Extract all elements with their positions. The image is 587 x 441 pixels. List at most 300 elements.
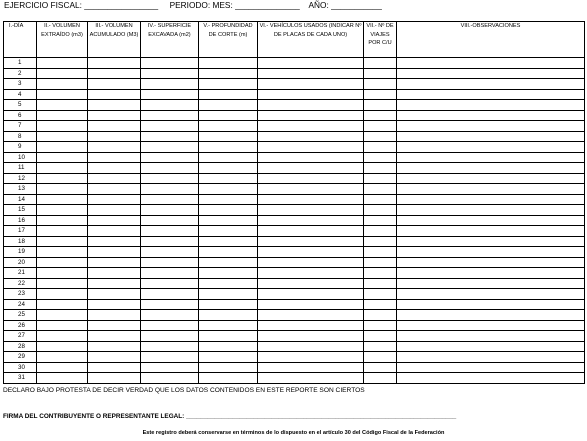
entry-cell[interactable] xyxy=(141,352,199,363)
entry-cell[interactable] xyxy=(397,79,585,90)
entry-cell[interactable] xyxy=(88,268,141,279)
entry-cell[interactable] xyxy=(364,79,397,90)
entry-cell[interactable] xyxy=(397,58,585,69)
entry-cell[interactable] xyxy=(397,110,585,121)
entry-cell[interactable] xyxy=(37,163,88,174)
entry-cell[interactable] xyxy=(364,362,397,373)
entry-cell[interactable] xyxy=(258,194,364,205)
entry-cell[interactable] xyxy=(37,352,88,363)
entry-cell[interactable] xyxy=(397,247,585,258)
day-number-cell: 27 xyxy=(4,331,37,342)
entry-cell[interactable] xyxy=(397,352,585,363)
day-number-cell: 20 xyxy=(4,257,37,268)
entry-cell[interactable] xyxy=(88,110,141,121)
entry-cell[interactable] xyxy=(141,68,199,79)
entry-cell[interactable] xyxy=(397,89,585,100)
entry-cell[interactable] xyxy=(141,142,199,153)
day-number-cell: 11 xyxy=(4,163,37,174)
entry-cell[interactable] xyxy=(258,121,364,132)
entry-cell[interactable] xyxy=(199,236,258,247)
entry-cell[interactable] xyxy=(258,89,364,100)
entry-cell[interactable] xyxy=(88,257,141,268)
entry-cell[interactable] xyxy=(37,152,88,163)
entry-cell[interactable] xyxy=(364,226,397,237)
day-number-cell: 1 xyxy=(4,58,37,69)
entry-cell[interactable] xyxy=(258,152,364,163)
entry-cell[interactable] xyxy=(88,142,141,153)
entry-cell[interactable] xyxy=(88,152,141,163)
entry-cell[interactable] xyxy=(141,194,199,205)
entry-cell[interactable] xyxy=(141,173,199,184)
entry-cell[interactable] xyxy=(258,268,364,279)
entry-cell[interactable] xyxy=(199,131,258,142)
entry-cell[interactable] xyxy=(397,278,585,289)
entry-cell[interactable] xyxy=(397,121,585,132)
table-row xyxy=(4,58,585,69)
entry-cell[interactable] xyxy=(37,184,88,195)
table-row xyxy=(4,152,585,163)
table-header-row xyxy=(4,22,585,58)
table-row xyxy=(4,110,585,121)
day-number-cell: 6 xyxy=(4,110,37,121)
entry-cell[interactable] xyxy=(141,131,199,142)
entry-cell[interactable] xyxy=(88,205,141,216)
ejercicio-fiscal-label: EJERCICIO FISCAL: xyxy=(4,0,82,10)
entry-cell[interactable] xyxy=(37,341,88,352)
entry-cell[interactable] xyxy=(141,310,199,321)
entry-cell[interactable] xyxy=(397,310,585,321)
entry-cell[interactable] xyxy=(88,278,141,289)
entry-cell[interactable] xyxy=(258,110,364,121)
entry-cell[interactable] xyxy=(37,236,88,247)
entry-cell[interactable] xyxy=(141,100,199,111)
entry-cell[interactable] xyxy=(364,236,397,247)
entry-cell[interactable] xyxy=(37,278,88,289)
entry-cell[interactable] xyxy=(37,362,88,373)
day-number-cell: 12 xyxy=(4,173,37,184)
entry-cell[interactable] xyxy=(88,58,141,69)
table-row xyxy=(4,215,585,226)
entry-cell[interactable] xyxy=(88,89,141,100)
entry-cell[interactable] xyxy=(199,110,258,121)
entry-cell[interactable] xyxy=(364,100,397,111)
day-number-cell: 9 xyxy=(4,142,37,153)
signature-label: FIRMA DEL CONTRIBUYENTE O REPRESENTANTE LEGAL: xyxy=(3,413,185,420)
entry-cell[interactable] xyxy=(141,152,199,163)
entry-cell[interactable] xyxy=(141,110,199,121)
column-header-volumen-acumulado: III.- VOLUMEN ACUMULADO (M3) xyxy=(88,22,141,58)
entry-cell[interactable] xyxy=(364,131,397,142)
entry-cell[interactable] xyxy=(364,331,397,342)
table-row xyxy=(4,341,585,352)
entry-cell[interactable] xyxy=(258,289,364,300)
entry-cell[interactable] xyxy=(199,184,258,195)
entry-cell[interactable] xyxy=(258,257,364,268)
table-row xyxy=(4,278,585,289)
entry-cell[interactable] xyxy=(258,299,364,310)
entry-cell[interactable] xyxy=(88,299,141,310)
entry-cell[interactable] xyxy=(199,152,258,163)
entry-cell[interactable] xyxy=(88,289,141,300)
entry-cell[interactable] xyxy=(364,341,397,352)
table-body xyxy=(4,58,585,384)
entry-cell[interactable] xyxy=(258,173,364,184)
entry-cell[interactable] xyxy=(199,226,258,237)
day-number-cell: 7 xyxy=(4,121,37,132)
entry-cell[interactable] xyxy=(199,257,258,268)
entry-cell[interactable] xyxy=(37,373,88,384)
entry-cell[interactable] xyxy=(364,58,397,69)
entry-cell[interactable] xyxy=(37,89,88,100)
column-header-dia: I.-DÍA xyxy=(4,22,37,58)
entry-cell[interactable] xyxy=(258,205,364,216)
entry-cell[interactable] xyxy=(37,142,88,153)
entry-cell[interactable] xyxy=(258,236,364,247)
entry-cell[interactable] xyxy=(364,289,397,300)
day-number-cell: 21 xyxy=(4,268,37,279)
entry-cell[interactable] xyxy=(199,341,258,352)
entry-cell[interactable] xyxy=(88,194,141,205)
table-row xyxy=(4,163,585,174)
table-row xyxy=(4,289,585,300)
entry-cell[interactable] xyxy=(397,236,585,247)
entry-cell[interactable] xyxy=(141,341,199,352)
day-number-cell: 25 xyxy=(4,310,37,321)
entry-cell[interactable] xyxy=(88,362,141,373)
table-row xyxy=(4,100,585,111)
entry-cell[interactable] xyxy=(258,373,364,384)
entry-cell[interactable] xyxy=(199,331,258,342)
signature-blank[interactable]: ____________________________________________________________________________ xyxy=(186,413,457,420)
entry-cell[interactable] xyxy=(37,121,88,132)
entry-cell[interactable] xyxy=(88,373,141,384)
entry-cell[interactable] xyxy=(37,110,88,121)
entry-cell[interactable] xyxy=(364,215,397,226)
fiscal-period-header xyxy=(4,0,382,10)
day-number-cell: 18 xyxy=(4,236,37,247)
entry-cell[interactable] xyxy=(141,278,199,289)
entry-cell[interactable] xyxy=(199,373,258,384)
entry-cell[interactable] xyxy=(88,331,141,342)
entry-cell[interactable] xyxy=(37,226,88,237)
table-row xyxy=(4,68,585,79)
day-number-cell: 16 xyxy=(4,215,37,226)
entry-cell[interactable] xyxy=(141,79,199,90)
entry-cell[interactable] xyxy=(37,58,88,69)
entry-cell[interactable] xyxy=(258,341,364,352)
day-number-cell: 24 xyxy=(4,299,37,310)
entry-cell[interactable] xyxy=(88,121,141,132)
entry-cell[interactable] xyxy=(258,58,364,69)
table-row xyxy=(4,320,585,331)
entry-cell[interactable] xyxy=(37,215,88,226)
entry-cell[interactable] xyxy=(397,163,585,174)
entry-cell[interactable] xyxy=(258,131,364,142)
entry-cell[interactable] xyxy=(397,215,585,226)
table-row xyxy=(4,173,585,184)
table-row xyxy=(4,373,585,384)
table-row xyxy=(4,352,585,363)
day-number-cell: 8 xyxy=(4,131,37,142)
table-row xyxy=(4,226,585,237)
entry-cell[interactable] xyxy=(364,152,397,163)
table-row xyxy=(4,205,585,216)
entry-cell[interactable] xyxy=(37,173,88,184)
entry-cell[interactable] xyxy=(397,100,585,111)
entry-cell[interactable] xyxy=(199,299,258,310)
entry-cell[interactable] xyxy=(364,320,397,331)
entry-cell[interactable] xyxy=(397,184,585,195)
entry-cell[interactable] xyxy=(397,194,585,205)
entry-cell[interactable] xyxy=(258,68,364,79)
table-row xyxy=(4,310,585,321)
entry-cell[interactable] xyxy=(199,352,258,363)
entry-cell[interactable] xyxy=(88,173,141,184)
table-row xyxy=(4,236,585,247)
periodo-mes-blank[interactable]: ______________ xyxy=(235,0,300,10)
entry-cell[interactable] xyxy=(199,163,258,174)
entry-cell[interactable] xyxy=(364,89,397,100)
entry-cell[interactable] xyxy=(199,194,258,205)
day-number-cell: 28 xyxy=(4,341,37,352)
entry-cell[interactable] xyxy=(37,79,88,90)
anio-blank[interactable]: ___________ xyxy=(331,0,382,10)
entry-cell[interactable] xyxy=(199,215,258,226)
entry-cell[interactable] xyxy=(141,268,199,279)
entry-cell[interactable] xyxy=(364,184,397,195)
entry-cell[interactable] xyxy=(397,320,585,331)
entry-cell[interactable] xyxy=(364,173,397,184)
entry-cell[interactable] xyxy=(199,247,258,258)
entry-cell[interactable] xyxy=(199,310,258,321)
entry-cell[interactable] xyxy=(141,121,199,132)
entry-cell[interactable] xyxy=(141,58,199,69)
entry-cell[interactable] xyxy=(397,142,585,153)
entry-cell[interactable] xyxy=(397,257,585,268)
entry-cell[interactable] xyxy=(88,352,141,363)
entry-cell[interactable] xyxy=(37,257,88,268)
table-row xyxy=(4,79,585,90)
table-row xyxy=(4,184,585,195)
column-header-observaciones: VIII.-OBSERVACIONES xyxy=(397,22,585,58)
table-row xyxy=(4,142,585,153)
table-row xyxy=(4,121,585,132)
table-row xyxy=(4,131,585,142)
entry-cell[interactable] xyxy=(258,184,364,195)
table-row xyxy=(4,194,585,205)
entry-cell[interactable] xyxy=(88,131,141,142)
day-number-cell: 23 xyxy=(4,289,37,300)
day-number-cell: 15 xyxy=(4,205,37,216)
table-row xyxy=(4,89,585,100)
entry-cell[interactable] xyxy=(199,100,258,111)
entry-cell[interactable] xyxy=(199,320,258,331)
entry-cell[interactable] xyxy=(141,215,199,226)
entry-cell[interactable] xyxy=(88,247,141,258)
entry-cell[interactable] xyxy=(258,226,364,237)
entry-cell[interactable] xyxy=(397,205,585,216)
entry-cell[interactable] xyxy=(364,268,397,279)
entry-cell[interactable] xyxy=(141,289,199,300)
table-row xyxy=(4,362,585,373)
column-header-volumen-extraido: II.- VOLUMEN EXTRAÍDO (m3) xyxy=(37,22,88,58)
entry-cell[interactable] xyxy=(364,142,397,153)
entry-cell[interactable] xyxy=(37,205,88,216)
entry-cell[interactable] xyxy=(258,331,364,342)
entry-cell[interactable] xyxy=(88,236,141,247)
entry-cell[interactable] xyxy=(364,247,397,258)
table-row xyxy=(4,268,585,279)
entry-cell[interactable] xyxy=(364,68,397,79)
entry-cell[interactable] xyxy=(397,341,585,352)
entry-cell[interactable] xyxy=(37,299,88,310)
column-header-superficie-excavada: IV.- SUPERFICIE EXCAVADA (m2) xyxy=(141,22,199,58)
day-number-cell: 26 xyxy=(4,320,37,331)
entry-cell[interactable] xyxy=(141,184,199,195)
entry-cell[interactable] xyxy=(397,289,585,300)
table-row xyxy=(4,257,585,268)
entry-cell[interactable] xyxy=(37,320,88,331)
day-number-cell: 4 xyxy=(4,89,37,100)
entry-cell[interactable] xyxy=(141,247,199,258)
entry-cell[interactable] xyxy=(88,226,141,237)
entry-cell[interactable] xyxy=(258,362,364,373)
day-number-cell: 31 xyxy=(4,373,37,384)
entry-cell[interactable] xyxy=(258,320,364,331)
entry-cell[interactable] xyxy=(88,320,141,331)
entry-cell[interactable] xyxy=(141,373,199,384)
entry-cell[interactable] xyxy=(88,341,141,352)
column-header-vehiculos-usados: VI.- VEHÍCULOS USADOS (INDICAR Nº DE PLACAS DE CADA UNO) xyxy=(258,22,364,58)
entry-cell[interactable] xyxy=(258,352,364,363)
day-number-cell: 19 xyxy=(4,247,37,258)
entry-cell[interactable] xyxy=(364,299,397,310)
entry-cell[interactable] xyxy=(37,100,88,111)
entry-cell[interactable] xyxy=(199,68,258,79)
column-header-profundidad-corte: V.- PROFUNDIDAD DE CORTE (m) xyxy=(199,22,258,58)
entry-cell[interactable] xyxy=(258,247,364,258)
signature-line xyxy=(3,413,456,420)
entry-cell[interactable] xyxy=(88,79,141,90)
entry-cell[interactable] xyxy=(397,173,585,184)
day-number-cell: 14 xyxy=(4,194,37,205)
entry-cell[interactable] xyxy=(141,320,199,331)
entry-cell[interactable] xyxy=(141,236,199,247)
entry-cell[interactable] xyxy=(364,373,397,384)
entry-cell[interactable] xyxy=(37,331,88,342)
entry-cell[interactable] xyxy=(258,79,364,90)
entry-cell[interactable] xyxy=(88,163,141,174)
entry-cell[interactable] xyxy=(37,289,88,300)
entry-cell[interactable] xyxy=(141,89,199,100)
entry-cell[interactable] xyxy=(141,331,199,342)
entry-cell[interactable] xyxy=(364,121,397,132)
entry-cell[interactable] xyxy=(141,205,199,216)
table-row xyxy=(4,247,585,258)
entry-cell[interactable] xyxy=(258,100,364,111)
entry-cell[interactable] xyxy=(258,278,364,289)
day-number-cell: 10 xyxy=(4,152,37,163)
day-number-cell: 13 xyxy=(4,184,37,195)
entry-cell[interactable] xyxy=(141,163,199,174)
entry-cell[interactable] xyxy=(397,131,585,142)
entry-cell[interactable] xyxy=(364,257,397,268)
entry-cell[interactable] xyxy=(364,278,397,289)
periodo-mes-label: PERIODO: MES: xyxy=(169,0,233,10)
entry-cell[interactable] xyxy=(397,373,585,384)
entry-cell[interactable] xyxy=(88,100,141,111)
entry-cell[interactable] xyxy=(199,142,258,153)
entry-cell[interactable] xyxy=(364,194,397,205)
entry-cell[interactable] xyxy=(364,205,397,216)
entry-cell[interactable] xyxy=(199,278,258,289)
entry-cell[interactable] xyxy=(37,131,88,142)
day-number-cell: 3 xyxy=(4,79,37,90)
truthfulness-declaration: DECLARO BAJO PROTESTA DE DECIR VERDAD QUE LOS DATOS CONTENIDOS EN ESTE REPORTE SON CIERTOS xyxy=(3,387,365,394)
retention-footer-note: Este registro deberá conservarse en términos de lo dispuesto en el artículo 30 del Código Fiscal de la Federación xyxy=(142,430,445,436)
entry-cell[interactable] xyxy=(364,310,397,321)
day-number-cell: 29 xyxy=(4,352,37,363)
day-number-cell: 22 xyxy=(4,278,37,289)
entry-cell[interactable] xyxy=(141,362,199,373)
entry-cell[interactable] xyxy=(37,68,88,79)
entry-cell[interactable] xyxy=(37,310,88,321)
entry-cell[interactable] xyxy=(397,226,585,237)
entry-cell[interactable] xyxy=(88,310,141,321)
entry-cell[interactable] xyxy=(397,152,585,163)
entry-cell[interactable] xyxy=(37,247,88,258)
entry-cell[interactable] xyxy=(199,58,258,69)
entry-cell[interactable] xyxy=(199,173,258,184)
entry-cell[interactable] xyxy=(397,299,585,310)
entry-cell[interactable] xyxy=(199,289,258,300)
entry-cell[interactable] xyxy=(397,362,585,373)
entry-cell[interactable] xyxy=(258,310,364,321)
entry-cell[interactable] xyxy=(141,226,199,237)
day-number-cell: 17 xyxy=(4,226,37,237)
day-number-cell: 2 xyxy=(4,68,37,79)
entry-cell[interactable] xyxy=(364,352,397,363)
ejercicio-fiscal-blank[interactable]: ________________ xyxy=(84,0,159,10)
entry-cell[interactable] xyxy=(88,184,141,195)
entry-cell[interactable] xyxy=(397,268,585,279)
column-header-numero-viajes: VII.- Nº DE VIAJES POR C/U xyxy=(364,22,397,58)
entry-cell[interactable] xyxy=(397,68,585,79)
entry-cell[interactable] xyxy=(364,163,397,174)
entry-cell[interactable] xyxy=(199,205,258,216)
entry-cell[interactable] xyxy=(397,331,585,342)
entry-cell[interactable] xyxy=(258,142,364,153)
entry-cell[interactable] xyxy=(37,268,88,279)
entry-cell[interactable] xyxy=(258,215,364,226)
day-number-cell: 30 xyxy=(4,362,37,373)
entry-cell[interactable] xyxy=(37,194,88,205)
entry-cell[interactable] xyxy=(199,121,258,132)
entry-cell[interactable] xyxy=(141,257,199,268)
entry-cell[interactable] xyxy=(88,68,141,79)
table-row xyxy=(4,331,585,342)
daily-extraction-table xyxy=(3,21,585,384)
anio-label: AÑO: xyxy=(308,0,329,10)
entry-cell[interactable] xyxy=(364,110,397,121)
entry-cell[interactable] xyxy=(199,362,258,373)
entry-cell[interactable] xyxy=(141,299,199,310)
entry-cell[interactable] xyxy=(199,268,258,279)
entry-cell[interactable] xyxy=(88,215,141,226)
entry-cell[interactable] xyxy=(199,89,258,100)
entry-cell[interactable] xyxy=(258,163,364,174)
entry-cell[interactable] xyxy=(199,79,258,90)
